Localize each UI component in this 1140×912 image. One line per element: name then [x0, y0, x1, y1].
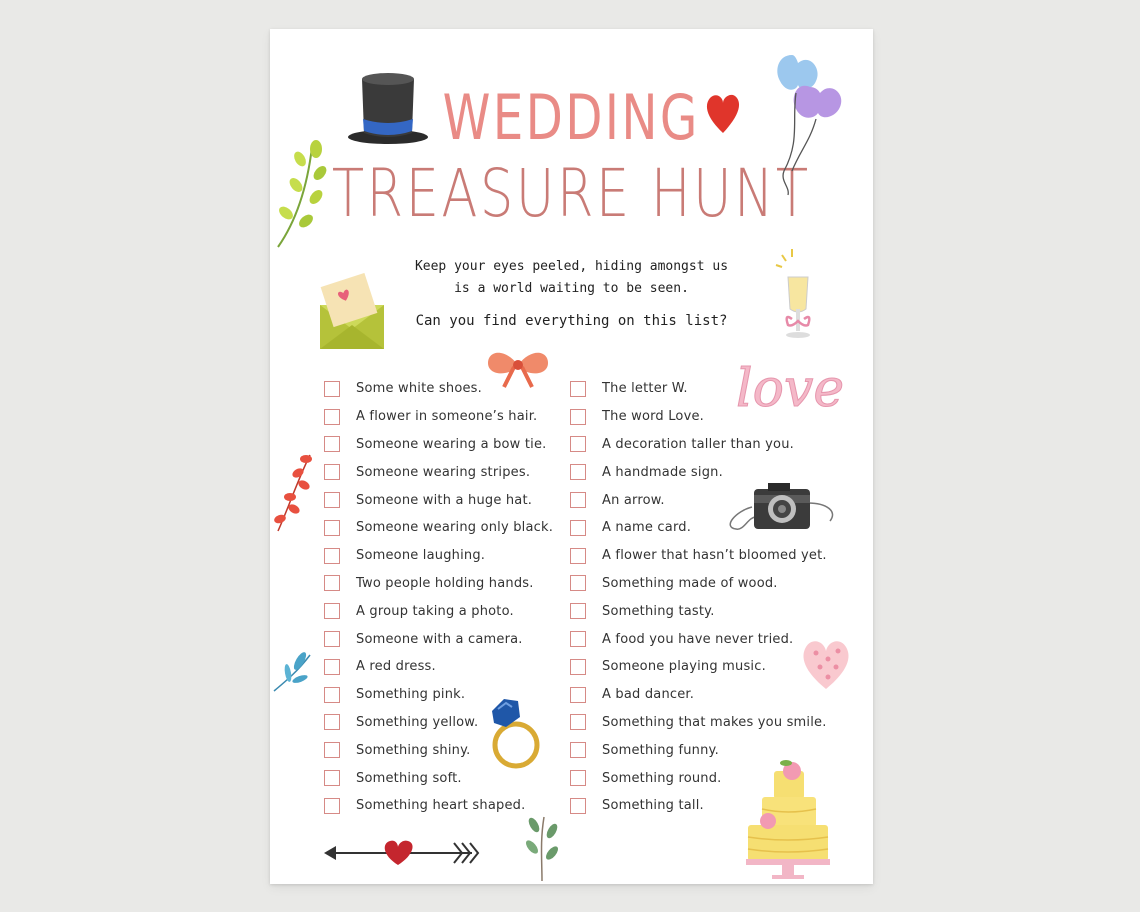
checklist-item-label: Something heart shaped.: [356, 798, 526, 814]
checklist-item-label: The letter W.: [602, 381, 688, 397]
checklist-item[interactable]: [570, 597, 827, 625]
checklist-item-label: A handmade sign.: [602, 464, 723, 480]
checkbox[interactable]: [570, 742, 586, 758]
checklist-item-label: A bad dancer.: [602, 687, 695, 703]
checkbox[interactable]: [324, 520, 340, 536]
checklist-item[interactable]: [324, 792, 553, 820]
champagne-glass-icon: [770, 247, 832, 345]
polka-dot-heart-icon: [798, 633, 854, 693]
checklist-item-label: Something shiny.: [356, 742, 471, 758]
checkbox[interactable]: [570, 687, 586, 703]
checkbox[interactable]: [570, 492, 586, 508]
checkbox[interactable]: [324, 548, 340, 564]
wedding-cake-icon: [742, 745, 834, 885]
blue-leaf-icon: [270, 647, 316, 695]
checkbox[interactable]: [324, 492, 340, 508]
checklist-item-label: A flower that hasn’t bloomed yet.: [602, 548, 827, 564]
checkbox[interactable]: [570, 631, 586, 647]
checklist-item[interactable]: [324, 597, 553, 625]
checkbox[interactable]: [570, 770, 586, 786]
top-hat-icon: [346, 71, 430, 147]
arrow-icon: [322, 837, 484, 869]
checklist-item-label: A name card.: [602, 520, 692, 536]
checkbox[interactable]: [324, 770, 340, 786]
checklist-item-label: Someone laughing.: [356, 548, 486, 564]
checkbox[interactable]: [324, 603, 340, 619]
checklist-item-label: A food you have never tried.: [602, 631, 794, 647]
checkbox[interactable]: [570, 436, 586, 452]
checkbox[interactable]: [324, 436, 340, 452]
checklist-item-label: Something soft.: [356, 770, 462, 786]
checklist-item[interactable]: [570, 570, 827, 598]
checklist-item[interactable]: [324, 653, 553, 681]
intro-line-1: Keep your eyes peeled, hiding amongst us: [414, 259, 729, 274]
checklist-item-label: Someone wearing only black.: [356, 520, 554, 536]
checkbox[interactable]: [324, 742, 340, 758]
checklist-item[interactable]: [570, 653, 827, 681]
checkbox[interactable]: [324, 714, 340, 730]
title-line-2: TREASURE HUNT: [331, 155, 811, 232]
checkbox[interactable]: [570, 464, 586, 480]
checkbox[interactable]: [324, 659, 340, 675]
checklist-item-label: Something tasty.: [602, 603, 715, 619]
checkbox[interactable]: [570, 548, 586, 564]
checklist-item[interactable]: [324, 458, 553, 486]
bow-tie-icon: [484, 345, 552, 389]
checklist-item-label: Someone wearing stripes.: [356, 464, 531, 480]
checklist-item-label: Someone with a huge hat.: [356, 492, 533, 508]
checklist-item[interactable]: [324, 431, 553, 459]
checkbox[interactable]: [324, 381, 340, 397]
checklist-item-label: A red dress.: [356, 659, 436, 675]
red-leaves-icon: [270, 449, 316, 535]
balloons-icon: [770, 51, 852, 199]
heart-icon: [704, 89, 742, 137]
checklist-item-label: Someone playing music.: [602, 659, 766, 675]
checkbox[interactable]: [570, 714, 586, 730]
leaf-branch-icon: [272, 137, 328, 251]
checklist-item-label: Someone with a camera.: [356, 631, 523, 647]
checklist-item[interactable]: [324, 486, 553, 514]
checklist-item-label: Some white shoes.: [356, 381, 482, 397]
sprig-icon: [520, 811, 564, 883]
checklist-item[interactable]: [324, 542, 553, 570]
checkbox[interactable]: [324, 575, 340, 591]
ring-icon: [482, 695, 544, 775]
checklist-item-label: The word Love.: [602, 409, 704, 425]
checkbox[interactable]: [570, 520, 586, 536]
checklist-item[interactable]: [324, 570, 553, 598]
checkbox[interactable]: [324, 409, 340, 425]
checklist-item-label: Something yellow.: [356, 714, 479, 730]
intro-line-2: is a world waiting to be seen.: [454, 281, 689, 296]
checkbox[interactable]: [570, 409, 586, 425]
checklist-item-label: Something that makes you smile.: [602, 714, 827, 730]
checklist-item-label: Something round.: [602, 770, 722, 786]
checklist-item[interactable]: [570, 709, 827, 737]
checklist-item-label: Two people holding hands.: [356, 575, 534, 591]
checkbox[interactable]: [570, 575, 586, 591]
checkbox[interactable]: [570, 659, 586, 675]
checklist-item-label: Something pink.: [356, 687, 466, 703]
love-lettering: love: [736, 359, 845, 419]
checklist-item-label: A flower in someone’s hair.: [356, 409, 538, 425]
checkbox[interactable]: [324, 464, 340, 480]
treasure-hunt-card: [270, 29, 873, 884]
checklist-item[interactable]: [324, 514, 553, 542]
checklist-item-label: A decoration taller than you.: [602, 436, 794, 452]
checkbox[interactable]: [570, 798, 586, 814]
checkbox[interactable]: [324, 798, 340, 814]
checklist-item-label: Someone wearing a bow tie.: [356, 436, 547, 452]
checklist-item-label: Something tall.: [602, 798, 704, 814]
camera-icon: [726, 477, 838, 535]
checklist-item-label: Something made of wood.: [602, 575, 778, 591]
checkbox[interactable]: [570, 381, 586, 397]
title-line-1: WEDDING: [442, 81, 700, 154]
intro-question: Can you find everything on this list?: [415, 313, 728, 329]
checkbox[interactable]: [570, 603, 586, 619]
checklist-item-label: A group taking a photo.: [356, 603, 514, 619]
checklist-item[interactable]: [570, 625, 827, 653]
checklist-item-label: An arrow.: [602, 492, 665, 508]
checkbox[interactable]: [324, 631, 340, 647]
checklist-item[interactable]: [324, 403, 553, 431]
checklist-item[interactable]: [570, 542, 827, 570]
checkbox[interactable]: [324, 687, 340, 703]
checklist-item[interactable]: [570, 431, 827, 459]
envelope-icon: [316, 273, 388, 351]
checklist-item-label: Something funny.: [602, 742, 719, 758]
checklist-item[interactable]: [324, 625, 553, 653]
checklist-item[interactable]: [570, 681, 827, 709]
